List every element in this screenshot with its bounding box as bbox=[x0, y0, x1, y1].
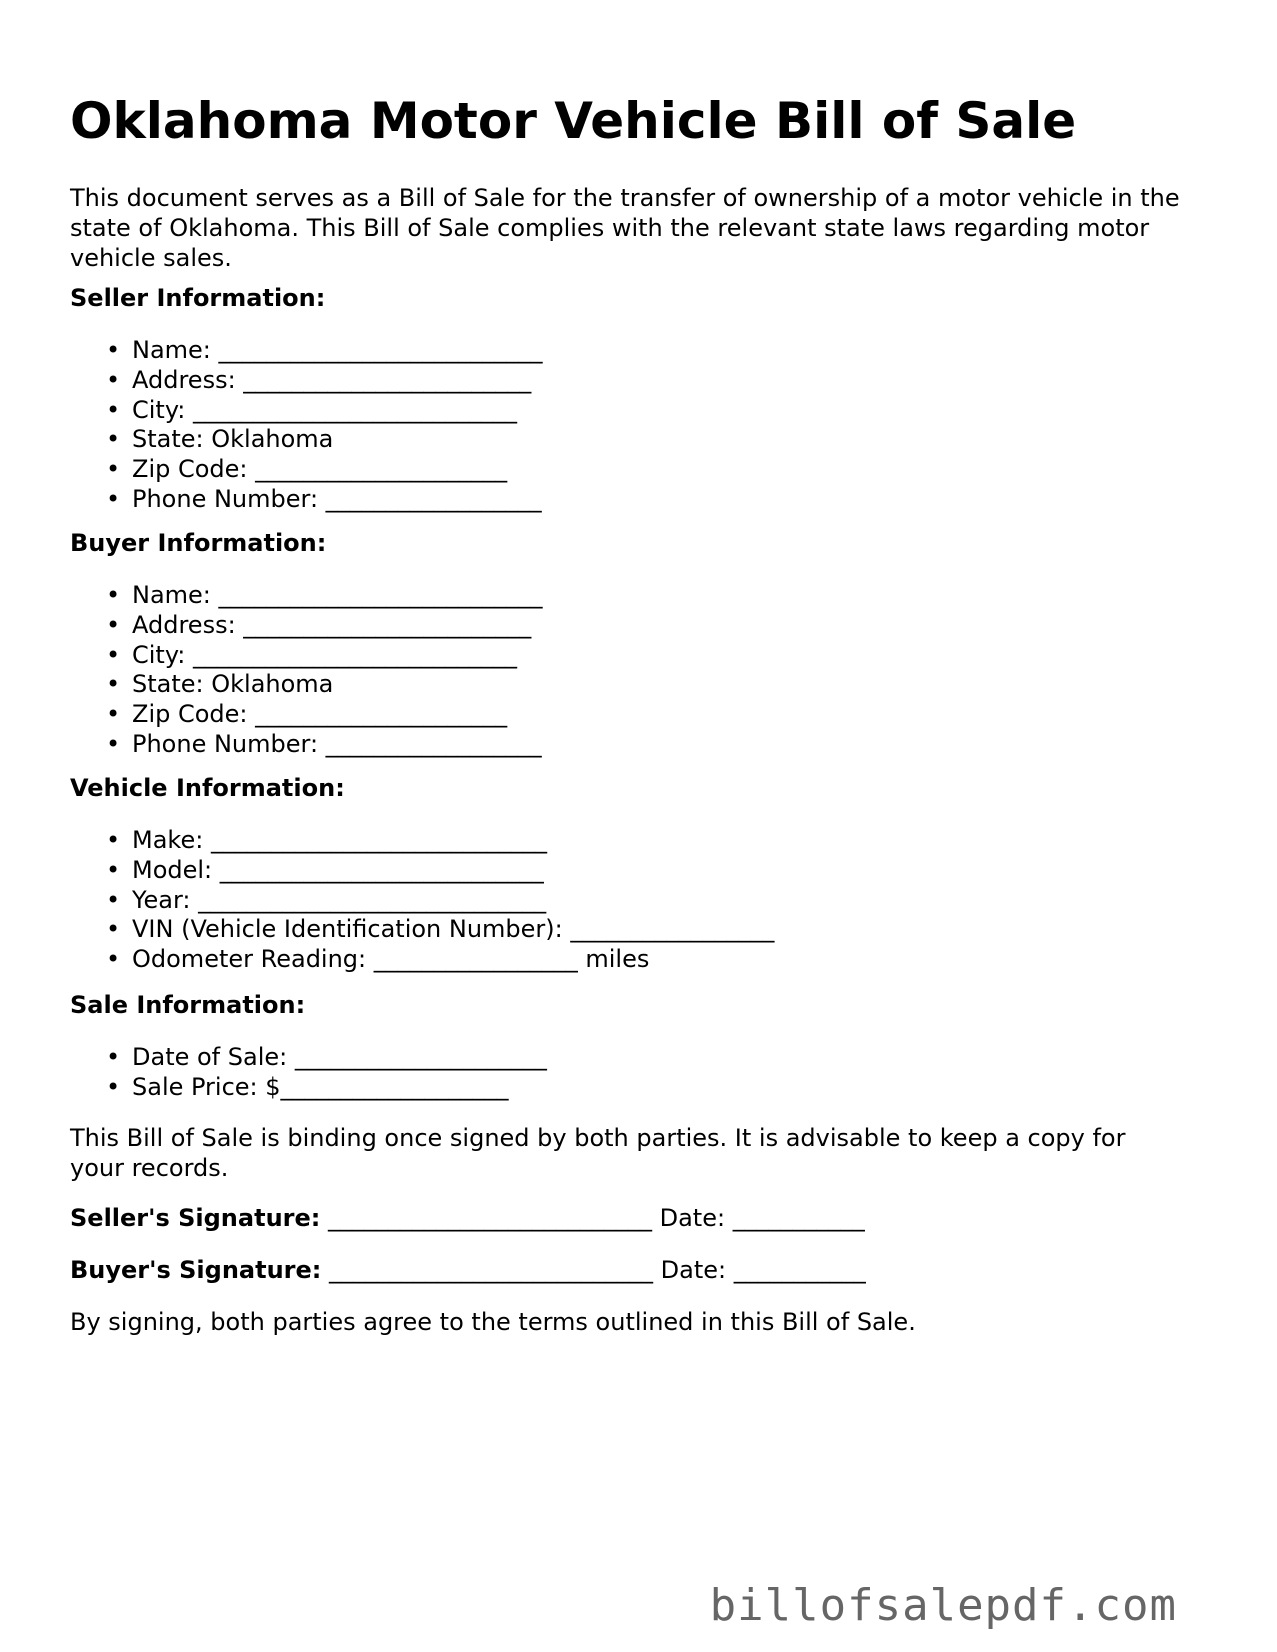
bullet-icon: • bbox=[106, 336, 121, 364]
buyer-signature-line[interactable] bbox=[70, 1255, 866, 1285]
seller-signature-line[interactable] bbox=[70, 1203, 865, 1233]
seller-zip-field: Zip Code: _____________________ bbox=[132, 455, 508, 484]
binding-paragraph: This Bill of Sale is binding once signed by both parties. It is advisable to keep a copy for your records. bbox=[70, 1124, 1126, 1182]
list-item[interactable] bbox=[106, 915, 775, 945]
page-title: Oklahoma Motor Vehicle Bill of Sale bbox=[70, 92, 1077, 150]
bullet-icon: • bbox=[106, 610, 121, 639]
list-item[interactable] bbox=[106, 1043, 547, 1073]
buyer-heading: Buyer Information: bbox=[70, 529, 327, 557]
bullet-icon: • bbox=[106, 885, 121, 914]
list-item[interactable] bbox=[106, 855, 774, 886]
vehicle-make-field: Make: ____________________________ bbox=[132, 826, 547, 854]
list-item[interactable] bbox=[106, 610, 543, 641]
sale-fields-list bbox=[70, 1043, 547, 1103]
buyer-address-field: Address: ________________________ bbox=[132, 610, 532, 639]
list-item[interactable] bbox=[106, 729, 543, 760]
list-item[interactable] bbox=[106, 365, 543, 396]
bullet-icon: • bbox=[106, 640, 121, 669]
list-item[interactable] bbox=[106, 455, 543, 485]
seller-signature-label: Seller's Signature: bbox=[70, 1204, 321, 1232]
seller-fields-list bbox=[70, 336, 543, 515]
watermark: billofsalepdf.com bbox=[709, 1580, 1177, 1631]
list-item[interactable] bbox=[106, 581, 543, 611]
seller-phone-field: Phone Number: __________________ bbox=[132, 484, 542, 513]
bullet-icon: • bbox=[106, 670, 121, 699]
seller-name-field: Name: ___________________________ bbox=[132, 336, 543, 364]
vehicle-model-field: Model: ___________________________ bbox=[132, 855, 544, 884]
bullet-icon: • bbox=[106, 826, 121, 854]
vehicle-year-field: Year: _____________________________ bbox=[132, 885, 547, 914]
bullet-icon: • bbox=[106, 425, 121, 454]
seller-address-field: Address: ________________________ bbox=[132, 365, 532, 394]
bullet-icon: • bbox=[106, 700, 121, 729]
list-item[interactable] bbox=[106, 640, 543, 671]
intro-paragraph: This document serves as a Bill of Sale for the transfer of ownership of a motor vehicle in the state of Oklahoma. This Bill of Sale complies with the relevant state laws regarding motor vehicle sales. bbox=[70, 184, 1180, 272]
buyer-name-field: Name: ___________________________ bbox=[132, 581, 543, 609]
bullet-icon: • bbox=[106, 581, 121, 609]
closing-paragraph: By signing, both parties agree to the terms outlined in this Bill of Sale. bbox=[70, 1308, 916, 1336]
seller-signature-blank: ___________________________ Date: ___________ bbox=[320, 1204, 865, 1232]
list-item[interactable] bbox=[106, 945, 774, 975]
bullet-icon: • bbox=[106, 1072, 121, 1101]
sale-heading: Sale Information: bbox=[70, 991, 306, 1019]
buyer-phone-field: Phone Number: __________________ bbox=[132, 729, 542, 758]
seller-city-field: City: ___________________________ bbox=[132, 395, 518, 424]
list-item[interactable] bbox=[106, 484, 543, 515]
list-item bbox=[106, 425, 543, 455]
seller-heading: Seller Information: bbox=[70, 284, 326, 312]
vehicle-vin-field: VIN (Vehicle Identification Number): _________________ bbox=[132, 915, 775, 944]
buyer-state-field: State: Oklahoma bbox=[132, 670, 334, 699]
bullet-icon: • bbox=[106, 915, 121, 944]
list-item[interactable] bbox=[106, 826, 774, 856]
buyer-signature-label: Buyer's Signature: bbox=[70, 1256, 322, 1284]
list-item[interactable] bbox=[106, 700, 543, 730]
bullet-icon: • bbox=[106, 365, 121, 394]
vehicle-fields-list bbox=[70, 826, 774, 975]
list-item[interactable] bbox=[106, 1072, 547, 1103]
list-item bbox=[106, 670, 543, 700]
list-item[interactable] bbox=[106, 395, 543, 426]
sale-price-field: Sale Price: $___________________ bbox=[132, 1072, 509, 1101]
list-item[interactable] bbox=[106, 885, 774, 916]
bullet-icon: • bbox=[106, 484, 121, 513]
vehicle-heading: Vehicle Information: bbox=[70, 774, 345, 802]
bullet-icon: • bbox=[106, 395, 121, 424]
list-item[interactable] bbox=[106, 336, 543, 366]
sale-date-field: Date of Sale: _____________________ bbox=[132, 1043, 547, 1071]
buyer-zip-field: Zip Code: _____________________ bbox=[132, 700, 508, 729]
seller-state-field: State: Oklahoma bbox=[132, 425, 334, 454]
bullet-icon: • bbox=[106, 1043, 121, 1071]
bullet-icon: • bbox=[106, 855, 121, 884]
bullet-icon: • bbox=[106, 455, 121, 484]
bullet-icon: • bbox=[106, 729, 121, 758]
vehicle-odometer-field: Odometer Reading: _________________ miles bbox=[132, 945, 650, 974]
bullet-icon: • bbox=[106, 945, 121, 974]
buyer-city-field: City: ___________________________ bbox=[132, 640, 518, 669]
buyer-fields-list bbox=[70, 581, 543, 760]
buyer-signature-blank: ___________________________ Date: ___________ bbox=[321, 1256, 866, 1284]
